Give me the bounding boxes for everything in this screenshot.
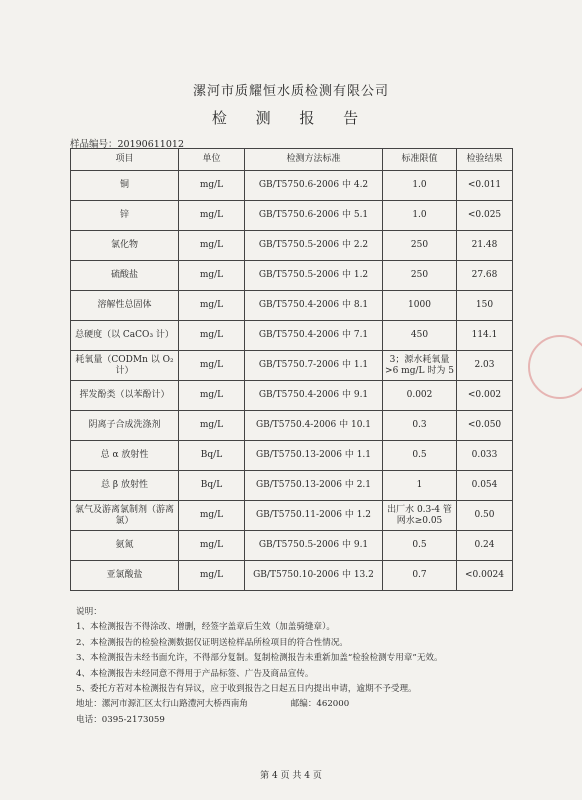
header-limit: 标准限值 — [383, 149, 457, 171]
cell-unit: mg/L — [179, 201, 245, 231]
cell-method: GB/T5750.5-2006 中 9.1 — [245, 531, 383, 561]
cell-method: GB/T5750.10-2006 中 13.2 — [245, 561, 383, 591]
cell-method: GB/T5750.13-2006 中 2.1 — [245, 471, 383, 501]
cell-limit: 250 — [383, 231, 457, 261]
cell-unit: mg/L — [179, 501, 245, 531]
notes-section — [76, 605, 443, 728]
note-item: 3、本检测报告未经书面允许，不得部分复制。复制检测报告未重新加盖“检验检测专用章”无效。 — [76, 653, 443, 664]
cell-method: GB/T5750.4-2006 中 9.1 — [245, 381, 383, 411]
note-item: 1、本检测报告不得涂改、增删，经签字盖章后生效（加盖骑缝章）。 — [76, 622, 335, 633]
table-row — [71, 561, 513, 591]
table-row — [71, 261, 513, 291]
cell-result: <0.025 — [457, 201, 513, 231]
postcode-text: 邮编：462000 — [290, 699, 350, 710]
cell-result: <0.011 — [457, 171, 513, 201]
cell-unit: mg/L — [179, 231, 245, 261]
cell-unit: mg/L — [179, 291, 245, 321]
cell-limit: 1000 — [383, 291, 457, 321]
cell-result: 150 — [457, 291, 513, 321]
cell-limit: 3；源水耗氧量 >6 mg/L 时为 5 — [383, 351, 457, 381]
report-title: 检 测 报 告 — [211, 109, 371, 127]
cell-limit: 1.0 — [383, 201, 457, 231]
cell-item: 总 β 放射性 — [71, 471, 179, 501]
table-row — [71, 321, 513, 351]
cell-unit: mg/L — [179, 531, 245, 561]
cell-item: 总 α 放射性 — [71, 441, 179, 471]
red-seal-stamp — [528, 335, 582, 399]
table-row — [71, 471, 513, 501]
table-row — [71, 531, 513, 561]
header-unit: 单位 — [179, 149, 245, 171]
cell-limit: 1 — [383, 471, 457, 501]
phone-text: 电话：0395-2173059 — [76, 714, 165, 725]
cell-unit: Bq/L — [179, 441, 245, 471]
table-header-row — [71, 149, 513, 171]
cell-unit: mg/L — [179, 381, 245, 411]
cell-unit: Bq/L — [179, 471, 245, 501]
cell-result: 27.68 — [457, 261, 513, 291]
cell-item: 阴离子合成洗涤剂 — [71, 411, 179, 441]
table-row — [71, 171, 513, 201]
cell-method: GB/T5750.6-2006 中 5.1 — [245, 201, 383, 231]
cell-result: 2.03 — [457, 351, 513, 381]
cell-limit: 0.3 — [383, 411, 457, 441]
note-item: 2、本检测报告的检验检测数据仅证明送检样品所检项目的符合性情况。 — [76, 637, 348, 648]
cell-method: GB/T5750.4-2006 中 7.1 — [245, 321, 383, 351]
table-row — [71, 231, 513, 261]
cell-result: <0.0024 — [457, 561, 513, 591]
cell-limit: 0.5 — [383, 531, 457, 561]
cell-method: GB/T5750.6-2006 中 4.2 — [245, 171, 383, 201]
cell-result: 114.1 — [457, 321, 513, 351]
cell-limit: 1.0 — [383, 171, 457, 201]
cell-unit: mg/L — [179, 261, 245, 291]
table-body — [71, 171, 513, 591]
cell-result: 0.24 — [457, 531, 513, 561]
table-row — [71, 291, 513, 321]
cell-method: GB/T5750.11-2006 中 1.2 — [245, 501, 383, 531]
cell-method: GB/T5750.7-2006 中 1.1 — [245, 351, 383, 381]
cell-item: 溶解性总固体 — [71, 291, 179, 321]
header-result: 检验结果 — [457, 149, 513, 171]
cell-limit: 250 — [383, 261, 457, 291]
header-method: 检测方法标准 — [245, 149, 383, 171]
header-item: 项目 — [71, 149, 179, 171]
table-row — [71, 381, 513, 411]
cell-item: 亚氯酸盐 — [71, 561, 179, 591]
cell-result: 0.033 — [457, 441, 513, 471]
address-line — [76, 697, 443, 712]
cell-method: GB/T5750.4-2006 中 10.1 — [245, 411, 383, 441]
address-text: 地址：漯河市源汇区太行山路澧河大桥西南角 — [76, 699, 248, 710]
cell-item: 硫酸盐 — [71, 261, 179, 291]
cell-item: 铜 — [71, 171, 179, 201]
cell-limit: 出厂水 0.3-4 管网水≥0.05 — [383, 501, 457, 531]
table-row — [71, 501, 513, 531]
cell-limit: 450 — [383, 321, 457, 351]
cell-method: GB/T5750.5-2006 中 2.2 — [245, 231, 383, 261]
cell-unit: mg/L — [179, 411, 245, 441]
note-item: 5、委托方若对本检测报告有异议，应于收到报告之日起五日内提出申请，逾期不予受理。 — [76, 684, 417, 695]
company-name: 漯河市质耀恒水质检测有限公司 — [192, 84, 389, 99]
page-number: 第 4 页 共 4 页 — [260, 771, 322, 781]
cell-item: 氨氮 — [71, 531, 179, 561]
cell-method: GB/T5750.5-2006 中 1.2 — [245, 261, 383, 291]
cell-result: 21.48 — [457, 231, 513, 261]
cell-limit: 0.002 — [383, 381, 457, 411]
table-row — [71, 411, 513, 441]
cell-unit: mg/L — [179, 561, 245, 591]
cell-item: 耗氧量（CODMn 以 O₂ 计） — [71, 351, 179, 381]
cell-result: 0.054 — [457, 471, 513, 501]
cell-limit: 0.5 — [383, 441, 457, 471]
sample-number: 样品编号：20190611012 — [70, 139, 184, 150]
table-row — [71, 441, 513, 471]
cell-item: 锌 — [71, 201, 179, 231]
cell-unit: mg/L — [179, 351, 245, 381]
notes-title: 说明： — [76, 607, 102, 617]
cell-item: 挥发酚类（以苯酚计） — [71, 381, 179, 411]
cell-item: 氯气及游离氯制剂（游离氯） — [71, 501, 179, 531]
cell-result: <0.002 — [457, 381, 513, 411]
cell-result: <0.050 — [457, 411, 513, 441]
test-results-table — [70, 148, 513, 591]
cell-item: 总硬度（以 CaCO₃ 计） — [71, 321, 179, 351]
cell-item: 氯化物 — [71, 231, 179, 261]
cell-unit: mg/L — [179, 171, 245, 201]
cell-method: GB/T5750.13-2006 中 1.1 — [245, 441, 383, 471]
cell-method: GB/T5750.4-2006 中 8.1 — [245, 291, 383, 321]
cell-unit: mg/L — [179, 321, 245, 351]
table-row — [71, 201, 513, 231]
table-row — [71, 351, 513, 381]
cell-limit: 0.7 — [383, 561, 457, 591]
note-item: 4、本检测报告未经同意不得用于产品标签、广告及商品宣传。 — [76, 668, 314, 679]
cell-result: 0.50 — [457, 501, 513, 531]
